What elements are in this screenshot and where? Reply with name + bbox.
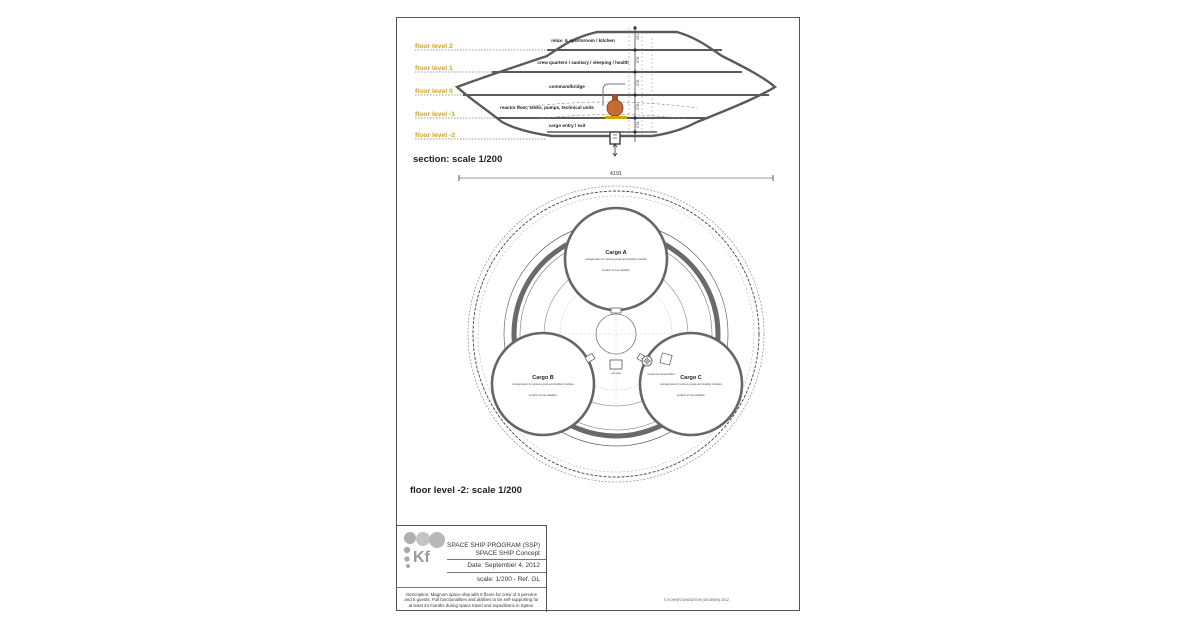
- title-block: [397, 525, 547, 612]
- description-text: Description: Magnum space ship with 5 floors for crew of 5 persons and 5 guests. Full functionalities and abilities to be self-supporting for at least 24 months during space travel and expeditions in Space.: [404, 592, 539, 608]
- section-view: [413, 26, 775, 165]
- room-label-1: crew quarters / sanitary / sleeping / health: [537, 60, 629, 65]
- copyright-text: © KOHNFOUNDATION (GEUBEN) 2012: [663, 598, 729, 602]
- drawing-sheet: [396, 17, 800, 611]
- dim-276-d: 276: [636, 121, 640, 128]
- level-label-m2: floor level -2: [415, 132, 456, 139]
- cargo-c: [640, 333, 742, 435]
- cargo-b: [492, 333, 594, 435]
- level-label-0: floor level 0: [415, 88, 453, 95]
- center-label: exit way: [610, 371, 622, 375]
- room-label-m2: cargo entry / exit: [548, 123, 586, 128]
- exit-shaft: [610, 132, 620, 156]
- level-label-2: floor level 2: [415, 43, 453, 50]
- floor-plan: [410, 171, 773, 496]
- program-title: SPACE SHIP PROGRAM (SSP): [447, 542, 540, 549]
- cargo-a-note: storage place for various goods and building modules: [585, 258, 647, 261]
- room-label-2: relax- & sportsroom / kitchen: [551, 38, 615, 43]
- kf-logo-icon: [401, 530, 449, 574]
- level-label-1: floor level 1: [415, 65, 453, 72]
- technical-drawing: [397, 18, 801, 612]
- dim-276-c: 276: [636, 103, 640, 110]
- dim-276-b: 276: [636, 79, 640, 86]
- side-label: nuclear fuel transportation: [647, 373, 675, 376]
- cargo-a: [565, 208, 667, 310]
- cargo-b-note: storage place for various goods and building modules: [512, 383, 574, 386]
- logo-text: Kf: [413, 549, 430, 566]
- date-label: Date: September 4, 2012: [467, 562, 540, 569]
- exit-way-box: [610, 360, 622, 369]
- level-label-m1: floor level -1: [415, 111, 456, 118]
- cargo-c-note: storage place for various goods and building modules: [660, 383, 722, 386]
- cargo-c-location: location of one stabilizer: [677, 394, 705, 397]
- cargo-b-name: Cargo B: [532, 375, 554, 381]
- scale-label: scale: 1/200 - Ref. GL: [476, 576, 540, 583]
- room-label-0: commandbridge: [549, 84, 585, 89]
- section-title: section: scale 1/200: [413, 154, 503, 165]
- cargo-b-location: location of one stabilizer: [529, 394, 557, 397]
- plan-title: floor level -2: scale 1/200: [410, 485, 522, 496]
- room-label-m1: reactor floor, tanks, pumps, technical units: [500, 105, 594, 110]
- dim-276-a: 276: [636, 56, 640, 63]
- overall-dimension: 4191: [609, 171, 623, 177]
- concept-title: SPACE SHIP Concept: [475, 550, 540, 557]
- cargo-c-name: Cargo C: [680, 375, 702, 381]
- dim-291: 291: [636, 33, 640, 40]
- cargo-a-name: Cargo A: [605, 250, 627, 256]
- fuel-transport-icon: [642, 356, 652, 366]
- cargo-a-location: location of one stabilizer: [602, 269, 630, 272]
